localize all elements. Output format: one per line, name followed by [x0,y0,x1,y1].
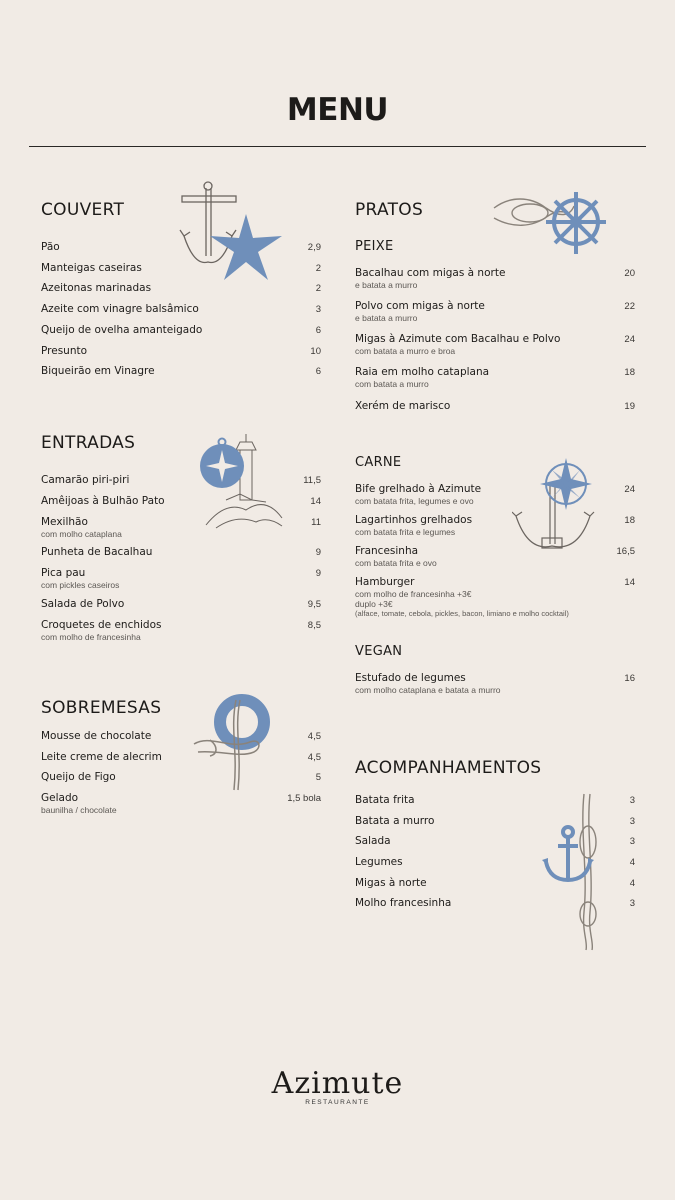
list-item: Camarão piri-piri 11,5 [41,474,321,486]
list-item: Salada 3 [355,835,635,847]
list-item: Azeite com vinagre balsâmico 3 [41,303,321,315]
subsection-vegan: VEGAN [355,644,403,659]
restaurant-logo [0,1066,675,1106]
list-item: Croquetes de enchidos com molho de francesinha 8,5 [41,619,321,642]
logo-wordmark: Azimute [271,1066,404,1101]
list-item: Batata frita 3 [355,794,635,806]
list-item: Xerém de marisco 19 [355,400,635,412]
list-item: Pão 2,9 [41,241,321,253]
list-item: Hamburger com molho de francesinha +3€ duplo +3€ (alface, tomate, cebola, pickles, bacon, limiano e molho cocktail) 14 [355,576,635,618]
list-item: Francesinha com batata frita e ovo 16,5 [355,545,635,568]
logo-subtitle: RESTAURANTE [305,1099,370,1106]
ship-wheel-icon [490,188,612,260]
list-item: Biqueirão em Vinagre 6 [41,365,321,377]
list-item: Migas à norte 4 [355,877,635,889]
list-item: Manteigas caseiras 2 [41,262,321,274]
list-item: Amêijoas à Bulhão Pato 14 [41,495,321,507]
list-item: Molho francesinha 3 [355,897,635,909]
starfish-icon [206,212,286,284]
section-entradas: ENTRADAS [41,433,136,453]
subsection-peixe: PEIXE [355,239,394,254]
list-item: Bacalhau com migas à norte e batata a murro 20 [355,267,635,290]
list-item: Queijo de Figo 5 [41,771,321,783]
list-item: Mousse de chocolate 4,5 [41,730,321,742]
list-item: Lagartinhos grelhados com batata frita e legumes 18 [355,514,635,537]
list-item: Mexilhão com molho cataplana 11 [41,516,321,539]
list-item: Raia em molho cataplana com batata a murro 18 [355,366,635,389]
section-pratos: PRATOS [355,200,424,220]
anchor-icon [540,792,610,952]
list-item: Migas à Azimute com Bacalhau e Polvo com batata a murro e broa 24 [355,333,635,356]
list-item: Queijo de ovelha amanteigado 6 [41,324,321,336]
compass-rose-icon [512,456,602,556]
list-item: Salada de Polvo 9,5 [41,598,321,610]
list-item: Polvo com migas à norte e batata a murro 22 [355,300,635,323]
list-item: Legumes 4 [355,856,635,868]
divider [29,146,646,147]
compass-icon [196,430,286,530]
list-item: Pica pau com pickles caseiros 9 [41,567,321,590]
section-couvert: COUVERT [41,200,125,220]
list-item: Azeitonas marinadas 2 [41,282,321,294]
subsection-carne: CARNE [355,455,402,470]
section-sobremesas: SOBREMESAS [41,698,162,718]
lifebuoy-icon [190,690,280,794]
list-item: Gelado baunilha / chocolate 1,5 bola [41,792,321,815]
list-item: Bife grelhado à Azimute com batata frita, legumes e ovo 24 [355,483,635,506]
list-item: Estufado de legumes com molho cataplana e batata a murro 16 [355,672,635,695]
list-item: Batata a murro 3 [355,815,635,827]
section-acompanhamentos: ACOMPANHAMENTOS [355,758,542,778]
list-item: Presunto 10 [41,345,321,357]
list-item: Leite creme de alecrim 4,5 [41,751,321,763]
menu-title: MENU [286,92,389,128]
list-item: Punheta de Bacalhau 9 [41,546,321,558]
